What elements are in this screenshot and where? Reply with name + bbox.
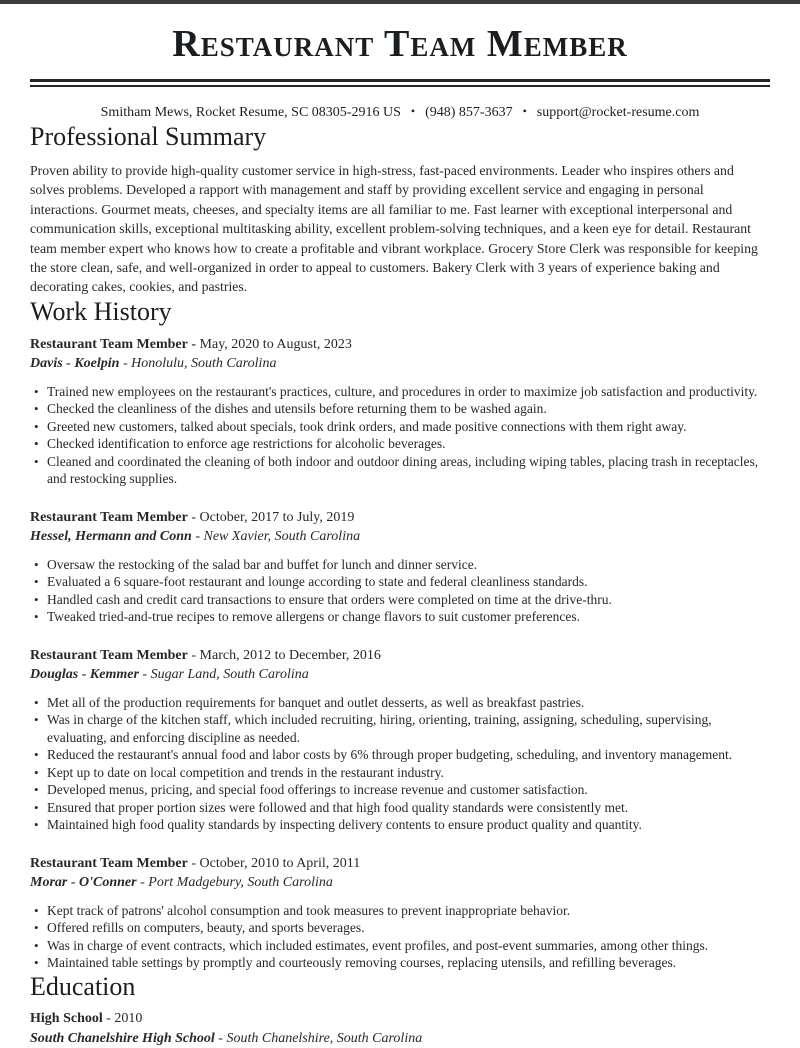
section-heading-education: Education [30,971,136,1001]
resume-document [30,24,770,1048]
contact-address: Smitham Mews, Rocket Resume, SC 08305-2916 US [100,105,401,120]
school-name: South Chanelshire High School [30,1030,215,1046]
job-bullet-list [30,556,770,626]
dash-separator: - [142,666,148,682]
job-subheader [30,354,770,373]
job-location: Port Madgebury, South Carolina [148,874,333,890]
bullet-item: • Checked identification to enforce age restrictions for alcoholic beverages. [30,435,770,453]
top-border-bar [0,0,800,4]
job-header [30,335,770,354]
graduation-year: 2010 [114,1010,143,1026]
bullet-item: • Was in charge of event contracts, which included estimates, event profiles, and post-event summaries, among other things. [30,937,770,955]
bullet-separator: • [410,104,416,118]
dash-separator: - [140,874,145,890]
dash-separator: - [195,528,200,544]
professional-summary-text: Proven ability to provide high-quality customer service in high-stress, fast-paced environments. Leader who inspires others and solves problems. Developed a rapport with management and staff by providing excellent service and engaging in personal interactions. Gourmet meats, cheeses, and specialty items are all familiar to me. Fast learner with exceptional interpersonal and communication skills, exceptional multitasking ability, excellent problem-solving techniques, and a keen eye for detail. Restaurant team member expert who knows how to create a profitable and vibrant workplace. Grocery Store Clerk was responsible for keeping the store clean, safe, and well-organized in order to appeal to customers. Bakery Clerk with 3 years of experience baking and decorating cakes, cookies, and pastries. [30,163,758,295]
job-dates: October, 2010 to April, 2011 [199,855,361,871]
education-degree-line [30,1009,770,1028]
bullet-item: • Greeted new customers, talked about specials, took drink orders, and made positive connections with them right away. [30,418,770,436]
job-subheader [30,873,770,892]
job-entry [30,854,770,972]
bullet-item: • Maintained table settings by promptly and courteously removing courses, replacing utensils, and refilling beverages. [30,954,770,972]
bullet-item: • Maintained high food quality standards by inspecting delivery contents to ensure product quality and quantity. [30,816,770,834]
contact-phone: (948) 857-3637 [425,105,513,120]
bullet-item: • Checked the cleanliness of the dishes and utensils before returning them to be washed again. [30,400,770,418]
education-school-line [30,1029,770,1048]
bullet-item: • Offered refills on computers, beauty, and sports beverages. [30,919,770,937]
header-divider [30,79,770,87]
school-location: South Chanelshire, South Carolina [226,1030,423,1046]
job-title: Restaurant Team Member [30,647,188,663]
bullet-item: • Trained new employees on the restaurant's practices, culture, and procedures in order to maximize job satisfaction and productivity. [30,383,770,401]
job-location: Sugar Land, South Carolina [150,666,309,682]
company-name: Morar - O'Conner [30,874,137,890]
bullet-item: • Met all of the production requirements for banquet and outlet desserts, as well as breakfast pastries. [30,694,770,712]
job-title: Restaurant Team Member [30,509,188,525]
job-title: Restaurant Team Member [30,855,188,871]
dash-separator: - [191,647,197,663]
job-entry [30,335,770,488]
job-title: Restaurant Team Member [30,336,188,352]
dash-separator: - [218,1030,223,1046]
job-dates: March, 2012 to December, 2016 [199,647,381,663]
job-bullet-list [30,694,770,834]
company-name: Hessel, Hermann and Conn [30,528,192,544]
bullet-item: • Handled cash and credit card transactions to ensure that orders were completed on time at the drive-thru. [30,591,770,609]
job-bullet-list [30,383,770,488]
job-location: New Xavier, South Carolina [203,528,361,544]
dash-separator: - [191,336,197,352]
contact-line [30,102,770,122]
bullet-item: • Reduced the restaurant's annual food and labor costs by 6% through proper budgeting, scheduling, and inventory management. [30,746,770,764]
dash-separator: - [122,355,128,371]
job-header [30,508,770,527]
dash-separator: - [191,509,197,525]
job-dates: October, 2017 to July, 2019 [199,509,355,525]
bullet-item: • Was in charge of the kitchen staff, which included recruiting, hiring, orienting, training, assigning, scheduling, supervising, evaluating, and enforcing discipline as needed. [30,711,770,746]
bullet-item: • Tweaked tried-and-true recipes to remove allergens or change flavors to suit customer preferences. [30,608,770,626]
job-dates: May, 2020 to August, 2023 [199,336,352,352]
bullet-item: • Oversaw the restocking of the salad bar and buffet for lunch and dinner service. [30,556,770,574]
dash-separator: - [106,1010,111,1026]
page-title: Restaurant Team Member [172,23,628,65]
job-location: Honolulu, South Carolina [131,355,277,371]
job-subheader [30,527,770,546]
bullet-item: • Kept track of patrons' alcohol consumption and took measures to prevent inappropriate behavior. [30,902,770,920]
degree-name: High School [30,1010,103,1026]
job-entry [30,508,770,626]
job-header [30,646,770,665]
job-header [30,854,770,873]
bullet-item: • Kept up to date on local competition and trends in the restaurant industry. [30,764,770,782]
company-name: Douglas - Kemmer [30,666,139,682]
company-name: Davis - Koelpin [30,355,120,371]
bullet-item: • Developed menus, pricing, and special food offerings to increase revenue and customer satisfaction. [30,781,770,799]
bullet-item: • Evaluated a 6 square-foot restaurant and lounge according to state and federal cleanliness standards. [30,573,770,591]
job-subheader [30,665,770,684]
job-bullet-list [30,902,770,972]
bullet-item: • Cleaned and coordinated the cleaning of both indoor and outdoor dining areas, including wiping tables, placing trash in receptacles, and restocking supplies. [30,453,770,488]
contact-email: support@rocket-resume.com [536,105,700,120]
bullet-separator: • [522,104,527,118]
dash-separator: - [191,855,197,871]
section-heading-professional-summary: Professional Summary [30,122,267,151]
bullet-item: • Ensured that proper portion sizes were followed and that high food quality standards were consistently met. [30,799,770,817]
section-heading-work-history: Work History [30,296,172,326]
job-entry [30,646,770,834]
